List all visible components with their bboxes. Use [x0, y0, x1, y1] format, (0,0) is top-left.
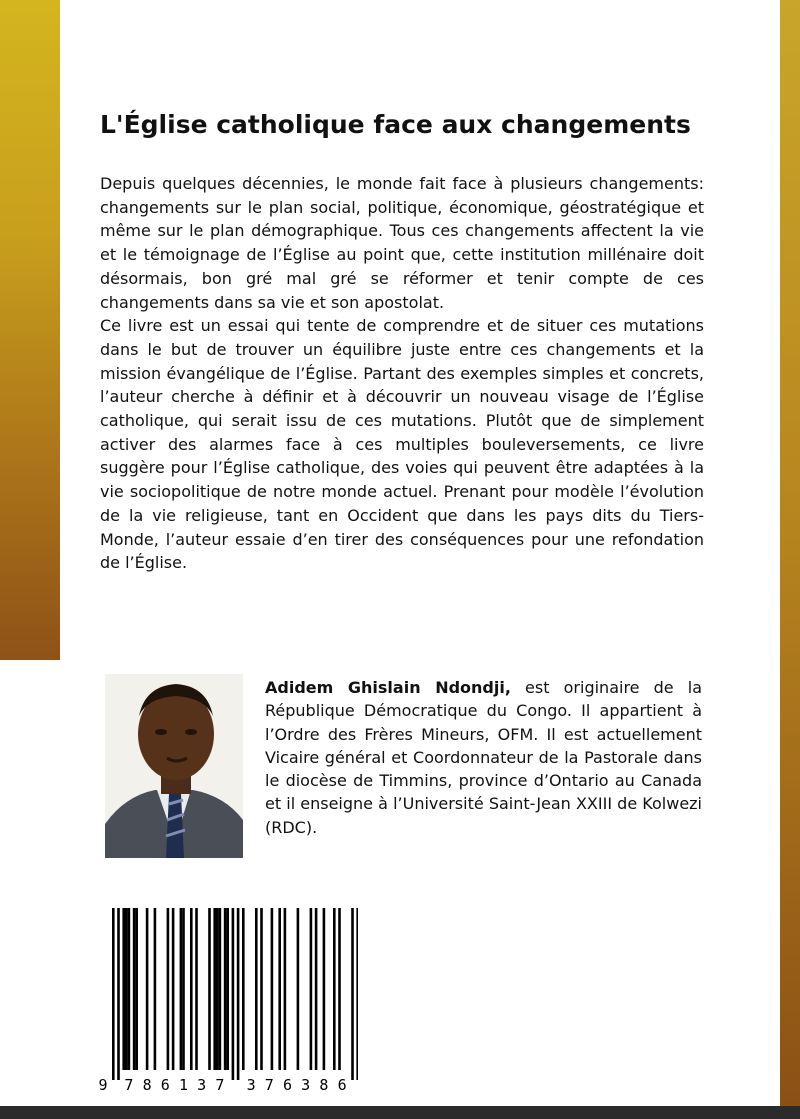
barcode-digit: 6	[337, 1076, 347, 1094]
barcode-bar	[125, 908, 128, 1070]
barcode-digit: 3	[197, 1076, 207, 1094]
barcode-bar	[226, 908, 229, 1070]
barcode-bar	[208, 908, 211, 1070]
author-bio-text: est originaire de la République Démocratique du Congo. Il appartient à l’Ordre des Frères Mineurs, OFM. Il est actuellement Vicaire général et Coordonnateur de la Pastorale dans le diocèse de Timmins, province d’Ontario au Canada et il enseigne à l’Université Saint-Jean XXIII de Kolwezi (RDC).	[265, 678, 703, 837]
barcode-bar	[128, 908, 131, 1070]
barcode-bar	[232, 908, 235, 1080]
barcode-bar	[333, 908, 336, 1070]
barcode-bar	[182, 908, 185, 1070]
barcode-bar	[122, 908, 125, 1070]
barcode-bar	[351, 908, 354, 1080]
bottom-bar	[0, 1106, 800, 1119]
barcode-digit: 6	[282, 1076, 293, 1094]
barcode-bar	[323, 908, 326, 1070]
barcode-bar	[195, 908, 198, 1070]
author-photo	[105, 674, 243, 858]
barcode-digit: 3	[301, 1076, 311, 1094]
book-title: L'Église catholique face aux changements	[100, 110, 691, 139]
barcode-digit: 8	[319, 1076, 329, 1094]
barcode-bar	[135, 908, 138, 1070]
barcode-bar	[278, 908, 281, 1070]
barcode-bar	[255, 908, 258, 1070]
blurb-paragraph-1: Depuis quelques décennies, le monde fait face à plusieurs changements: changements sur le plan social, politique, économique, géostratégique et même sur le plan démographique. Tous ces changements affectent la vie et le témoignage de l’Église au point que, cette institution millénaire doit désormais, bon gré mal gré se réformer et tenir compte de ces changements dans sa vie et son apostolat.	[100, 174, 704, 312]
barcode-bar	[315, 908, 318, 1070]
barcode-bar	[154, 908, 157, 1070]
barcode-bar	[216, 908, 219, 1070]
barcode-bar	[338, 908, 341, 1070]
barcode-digit: 6	[160, 1076, 170, 1094]
barcode-bar	[356, 908, 358, 1080]
barcode-bar	[237, 908, 240, 1080]
book-blurb	[100, 172, 704, 575]
barcode-bar	[167, 908, 170, 1070]
blurb-paragraph-2: Ce livre est un essai qui tente de comprendre et de situer ces mutations dans le but de trouver un équilibre juste entre ces changements et la mission évangélique de l’Église. Partant des exemples simples et concrets, l’auteur cherche à définir et à découvrir un nouveau visage de l’Église catholique, qui serait issu de ces mutations. Plutôt que de simplement activer des alarmes face à ces multiples bouleversements, ce livre suggère pour l’Église catholique, des voies qui peuvent être adaptées à la vie sociopolitique de notre monde actuel. Prenant pour modèle l’évolution de la vie religieuse, tant en Occident que dans les pays dits du Tiers-Monde, l’auteur essaie d’en tirer des conséquences pour une refondation de l’Église.	[100, 316, 704, 573]
barcode-digit: 7	[264, 1076, 274, 1094]
barcode-digit: 1	[178, 1076, 189, 1094]
barcode-digit: 7	[215, 1076, 225, 1094]
barcode-bar	[260, 908, 263, 1070]
author-portrait-illustration	[105, 674, 243, 858]
barcode-bar	[284, 908, 287, 1070]
barcode-bar	[112, 908, 115, 1080]
barcode-bar	[219, 908, 222, 1070]
barcode-digit: 3	[246, 1076, 256, 1094]
barcode-bar	[310, 908, 313, 1070]
barcode-bar	[297, 908, 300, 1070]
isbn-barcode	[96, 900, 358, 1100]
barcode-bar	[213, 908, 216, 1070]
barcode-bar	[242, 908, 245, 1070]
barcode-bar	[172, 908, 175, 1070]
barcode-digit: 9	[98, 1076, 108, 1094]
barcode-bar	[117, 908, 120, 1080]
author-bio	[265, 676, 702, 839]
barcode-bar	[146, 908, 149, 1070]
barcode-bar	[190, 908, 193, 1070]
barcode-bar	[180, 908, 183, 1070]
barcode-digit: 8	[142, 1076, 152, 1094]
barcode-bar	[224, 908, 227, 1070]
left-decorative-stripe	[0, 0, 60, 660]
barcode-bar	[133, 908, 136, 1070]
author-name: Adidem Ghislain Ndondji,	[265, 678, 511, 697]
barcode-bar	[271, 908, 274, 1070]
barcode-digit: 7	[124, 1076, 134, 1094]
right-decorative-stripe	[780, 0, 800, 1119]
